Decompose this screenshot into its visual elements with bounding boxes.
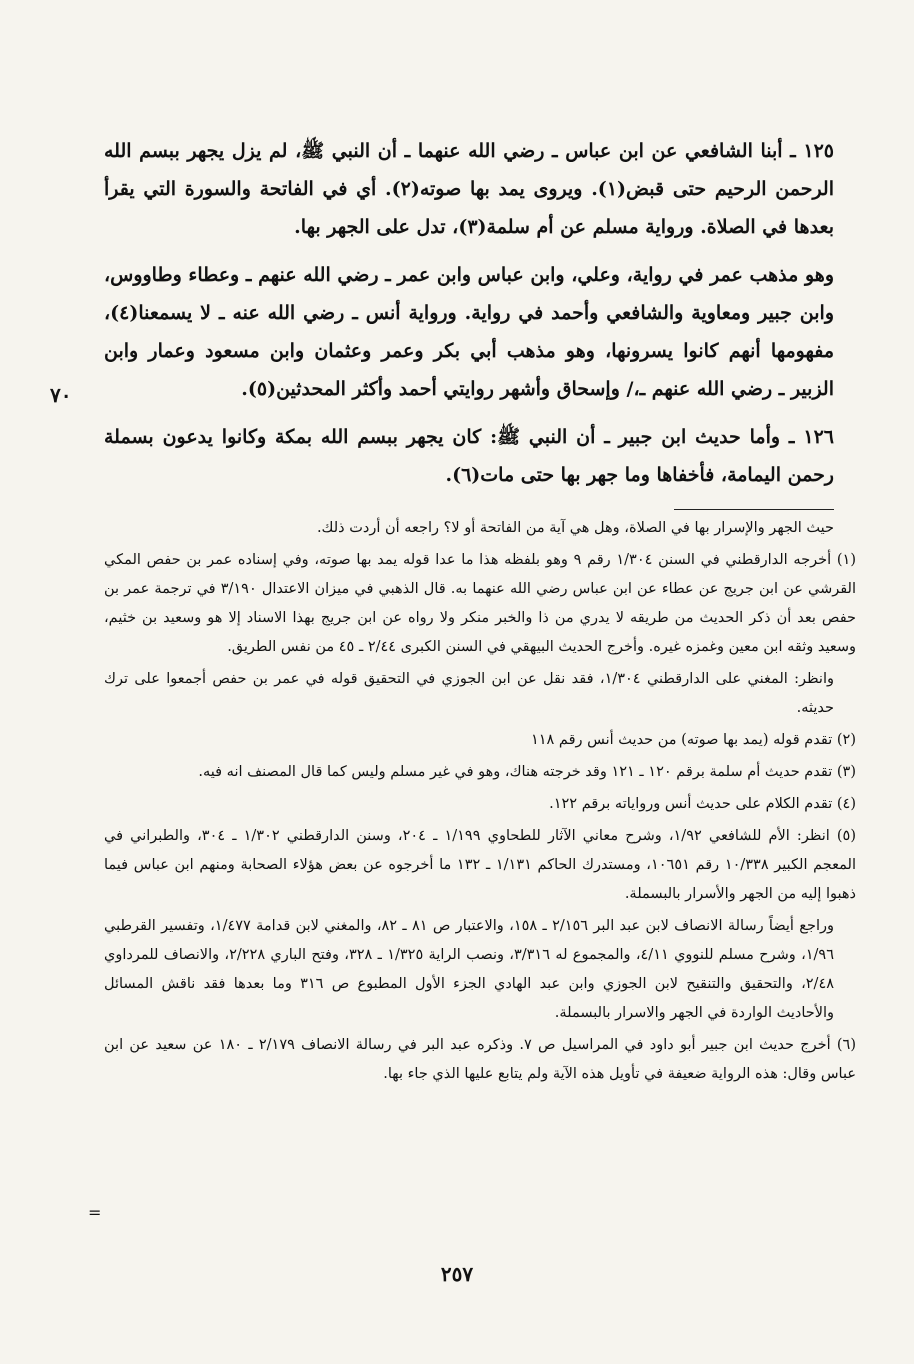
footnote-5: (٥) انظر: الأم للشافعي ١/٩٢، وشرح معاني الآثار للطحاوي ١/١٩٩ ـ ٢٠٤، وسنن الدارقطني ١/٣٠٢ ـ ٣٠٤، والطبراني في المعجم الكبير ١٠/٣٣٨ رقم ١٠٦٥١، ومستدرك الحاكم ١/١٣١ ـ ١٣٢ ما أخرجوه عن بعض هؤلاء الصحابة ومنهم ابن عباس فيما ذهبوا إليه من الجهر والأسرار بالبسملة. — [104, 828, 857, 902]
paragraph-doctrine: وهو مذهب عمر في رواية، وعلي، وابن عباس وابن عمر ـ رضي الله عنهم ـ وعطاء وطاووس، وابن جبير ومعاوية والشافعي وأحمد في رواية. ورواية أنس ـ رضي الله عنه ـ لا يسمعنا(٤)، مفهومها أنهم كانوا يسرونها، وهو مذهب أبي بكر وعمر وعثمان وابن مسعود وعمار وابن الزبير ـ رضي الله عنهم ـ،/ وإسحاق وأشهر روايتي أحمد وأكثر المحدثين(٥). — [104, 264, 834, 400]
footnote-3: (٣) تقدم حديث أم سلمة برقم ١٢٠ ـ ١٢١ وقد خرجته هناك، وهو في غير مسلم وليس كما قال المصنف انه فيه. — [198, 764, 856, 780]
footnote-2: (٢) تقدم قوله (يمد بها صوته) من حديث أنس رقم ١١٨ — [530, 732, 856, 748]
footnote-4: (٤) تقدم الكلام على حديث أنس ورواياته برقم ١٢٢. — [549, 796, 856, 812]
page-number: ٢٥٧ — [440, 1262, 474, 1286]
footnote-1: (١) أخرجه الدارقطني في السنن ١/٣٠٤ رقم ٩ وهو بلفظه هذا ما عدا قوله يمد بها صوته، وفي إسناده عمر بن حفص المكي القرشي عن ابن جريج عن عطاء عن ابن عباس رضي الله عنهما به. قال الذهبي في ميزان الاعتدال ٣/١٩٠ في ترجمة عمر بن حفص بعد أن ذكر الحديث من طريقه لا يدري من ذا والخبر منكر ولا رواه عن ابن جريج بهذا الاسناد إلا هو وسعيد بن خثيم، وسعيد وثقه ابن معين وغمزه غيره. وأخرج الحديث البيهقي في السنن الكبرى ٢/٤٤ ـ ٤٥ من نفس الطريق. — [104, 552, 857, 655]
main-text — [104, 132, 834, 504]
footnote-5-extra: وراجع أيضاً رسالة الانصاف لابن عبد البر ٢/١٥٦ ـ ١٥٨، والاعتبار ص ٨١ ـ ٨٢، والمغني لابن قدامة ١/٤٧٧، وتفسير القرطبي ١/٩٦، وشرح مسلم للنووي ٤/١١، والمجموع له ٣/٣١٦، ونصب الراية ١/٣٢٥ ـ ٣٢٨، وفتح الباري ٢/٢٢٨، والانصاف للمرداوي ٢/٤٨، والتحقيق والتنقيح لابن الجوزي وابن عبد الهادي الجزء الأول المطبوع ص ٣١٦ وما بعدها فقد ناقش المسائل والأحاديث الواردة في الجهر والاسرار بالبسملة. — [104, 918, 835, 1021]
footnote-continuation: حيث الجهر والإسرار بها في الصلاة، وهل هي آية من الفاتحة أو لا؟ راجعه أن أردت ذلك. — [316, 520, 834, 536]
margin-number: ٧٠ — [50, 383, 72, 407]
paragraph-125: ١٢٥ ـ أبنا الشافعي عن ابن عباس ـ رضي الله عنهما ـ أن النبي ﷺ، لم يزل يجهر ببسم الله الرحمن الرحيم حتى قبض(١). ويروى يمد بها صوته(٢). أي في الفاتحة والسورة التي يقرأ بعدها في الصلاة. ورواية مسلم عن أم سلمة(٣)، تدل على الجهر بها. — [104, 140, 834, 238]
footnote-divider — [674, 509, 834, 510]
paragraph-126: ١٢٦ ـ وأما حديث ابن جبير ـ أن النبي ﷺ: كان يجهر ببسم الله بمكة وكانوا يدعون بسملة رحمن اليمامة، فأخفاها وما جهر بها حتى مات(٦). — [104, 426, 834, 486]
footnotes — [104, 514, 856, 1092]
footnote-1-extra: وانظر: المغني على الدارقطني ١/٣٠٤، فقد نقل عن ابن الجوزي في التحقيق قوله في عمر بن حفص أجمعوا على ترك حديثه. — [104, 671, 834, 716]
continuation-mark: = — [88, 1203, 102, 1222]
footnote-6: (٦) أخرج حديث ابن جبير أبو داود في المراسيل ص ٧. وذكره عبد البر في رسالة الانصاف ٢/١٧٩ ـ ١٨٠ عن سعيد عن ابن عباس وقال: هذه الرواية ضعيفة في تأويل هذه الآية ولم يتابع عليها الذي جاء بها. — [104, 1037, 856, 1082]
